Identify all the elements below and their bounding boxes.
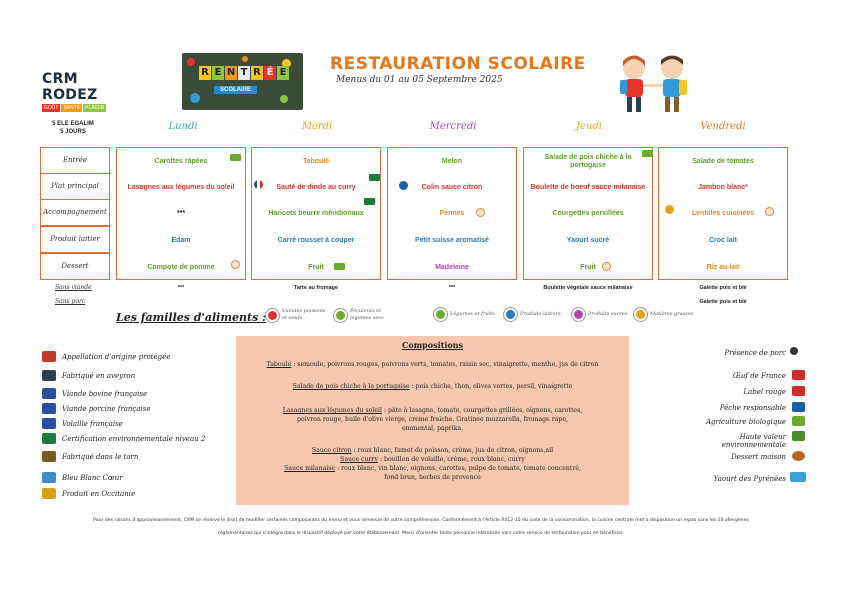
banner-letter: É [264, 66, 276, 80]
logo-tag: GOÛT [44, 105, 59, 111]
composition-text: : pois chiche, thon, olives vertes, persil, vinaigrette [409, 383, 573, 390]
menu-item: Yaourt sucré [566, 236, 610, 244]
menu-column-monday [116, 147, 246, 280]
sans-viande-item: Tarte au fromage [293, 285, 339, 291]
composition-label: Sauce milanaise [284, 465, 336, 472]
compositions-title: Compositions [401, 340, 464, 350]
volaille-francaise-icon [254, 180, 263, 189]
egalim-line: 5 ELE EGALIM [52, 121, 94, 127]
legend-label: Fabriqué dans le tarn [62, 452, 139, 461]
legend-item [42, 388, 147, 399]
legend-label: Pêche responsable [719, 404, 786, 412]
certification-icon [364, 198, 375, 205]
legend-label: Agriculture biologique [705, 418, 786, 426]
dessert-maison-icon [231, 260, 240, 269]
oeuf-france-icon [792, 370, 805, 380]
row-label-dessert: Dessert [40, 253, 110, 280]
volaille-icon [42, 418, 56, 429]
legend-item [42, 370, 135, 381]
laitiers-icon [504, 308, 517, 321]
aveyron-icon [42, 370, 56, 381]
menu-column-tuesday [251, 147, 381, 280]
sans-viande-item: *** [448, 285, 456, 291]
menu-item: Courgettes persillées [552, 209, 624, 217]
banner-letter: R [251, 66, 263, 80]
family-item [334, 308, 398, 322]
legend-label: Yaourt des Pyrénées [713, 475, 786, 483]
dessert-maison-icon [765, 207, 774, 216]
row-label-laitier: Produit laitier [40, 226, 110, 253]
sans-porc-label: Sans porc [55, 298, 86, 305]
family-label: Produits sucrés [588, 311, 628, 317]
composition-lasagnes [240, 406, 625, 415]
menu-item: Salade de tomates [692, 157, 754, 165]
family-label: Matières grasses [650, 311, 694, 317]
family-item [504, 308, 568, 321]
menu-item: Haricots beurre méridionaux [268, 209, 364, 217]
legend-item [42, 488, 135, 499]
legend-item [42, 472, 123, 483]
footer-text: Pour des raisons d'approvisionnement, CRM se réserve le droit de modifier certaines composantes du menu et vous remercie de votre compréhension. Conformément à l'Article R412-15 du code de la consommation, la cuisine centrale met à disposition un repas sans les 14 allergènes [93, 518, 749, 523]
sans-viande-item: Boulette végétale sauce milanaise [543, 285, 633, 291]
bio-icon [642, 150, 653, 157]
certification-icon [369, 174, 380, 181]
feculents-icon [334, 309, 347, 322]
egalim-line: 5 JOURS [60, 129, 86, 135]
sans-viande-item: *** [177, 285, 185, 291]
day-wednesday: Mercredi [429, 121, 477, 132]
legend-label: Viande bovine française [62, 389, 148, 398]
dessert-maison-icon [602, 262, 611, 271]
sans-porc-item: Galette pois et blé [699, 299, 747, 305]
composition-milanaise [240, 464, 625, 473]
logo-tag: SANTÉ [63, 105, 81, 111]
composition-line: fond brun, herbes de provence [384, 474, 481, 481]
day-thursday: Jeudi [576, 121, 602, 132]
legend-label: Bleu Blanc Cœur [62, 473, 123, 482]
menu-item: Taboulé [302, 157, 330, 165]
family-item [434, 308, 498, 321]
legend-item [42, 433, 205, 444]
page-subtitle: Menus du 01 au 05 Septembre 2025 [336, 75, 503, 85]
certification-icon [42, 433, 56, 444]
composition-label: Salade de pois chiche à la portugaise [292, 383, 410, 390]
family-label: Féculents et légumes secs [350, 308, 384, 321]
menu-item: Petit suisse aromatisé [415, 236, 489, 244]
legend-label: Haute valeur environnementale [721, 433, 786, 449]
legend-label: Produit en Occitanie [62, 489, 136, 498]
menu-item: Riz au lait [706, 263, 740, 271]
logo-tags [42, 104, 134, 112]
menu-item: Salade de pois chiche à la portugaise [544, 153, 632, 169]
menu-item: Lasagnes aux légumes du soleil [127, 183, 235, 191]
dessert-maison-icon [792, 451, 805, 461]
composition-text: : roux blanc, fumet de poisson, crème, jus de citron, oignons,ail [351, 447, 554, 454]
menu-item: Madeleine [435, 263, 469, 271]
label-rouge-icon [792, 386, 805, 396]
family-item [266, 308, 330, 322]
banner-letter: E [212, 66, 224, 80]
legend-item [42, 403, 150, 414]
peche-responsable-icon [399, 181, 408, 190]
family-label: Viandes poissons et oeufs [282, 308, 326, 321]
dessert-maison-icon [476, 208, 485, 217]
composition-line: poivron rouge, huile d'olive vierge, creme fraiche. Gratinee mozzarella, fromage rape, [297, 416, 568, 423]
banner-letter: T [238, 66, 250, 80]
menu-item: Carré rousset à couper [277, 236, 355, 244]
composition-line: emmental, paprika. [401, 425, 464, 432]
bovine-icon [42, 388, 56, 399]
sans-viande-label: Sans viande [55, 284, 92, 291]
legumes-icon [434, 308, 447, 321]
bio-icon [230, 154, 241, 161]
legend-label: Label rouge [743, 388, 786, 396]
day-monday: Lundi [168, 121, 198, 132]
rentree-banner [182, 53, 303, 110]
banner-letter: E [277, 66, 289, 80]
menu-item: Fruit [308, 263, 324, 271]
composition-label: Lasagnes aux légumes du soleil [282, 407, 382, 414]
yaourt-pyrenees-icon [790, 472, 806, 482]
families-title: Les familles d'aliments : [116, 311, 267, 324]
sans-viande-item: Galette pois et blé [699, 285, 747, 291]
day-tuesday: Mardi [301, 121, 333, 132]
composition-text: : semoule, poivrons rouges, poivrons verts, tomates, raisin sec, vinaigrette, menthe, jus de citron [291, 361, 599, 368]
banner-letter: R [199, 66, 211, 80]
menu-item: Boulette de boeuf sauce milanaise [530, 183, 646, 191]
menu-column-wednesday [387, 147, 517, 280]
menu-item: Melon [441, 157, 463, 165]
porc-icon [790, 347, 798, 355]
legend-label: Appellation d'origine protégée [62, 352, 171, 361]
logo-name: CRM RODEZ [42, 71, 98, 103]
family-label: Produits laitiers [520, 311, 561, 317]
menu-item: Pennes [439, 209, 465, 217]
composition-text: : pâte à lasagne, tomate, courgettes grillées, oignons, carottes, [381, 407, 583, 414]
menu-column-thursday [523, 147, 653, 280]
day-friday: Vendredi [700, 121, 746, 132]
row-label-plat: Plat principal [40, 173, 110, 200]
legend-label: Dessert maison [731, 453, 786, 461]
composition-label: Sauce curry [340, 456, 378, 463]
compositions-box [236, 336, 629, 505]
viandes-icon [266, 309, 279, 322]
kids-illustration [612, 52, 698, 118]
menu-item: Edam [171, 236, 191, 244]
composition-taboule [240, 360, 625, 369]
legend-item [42, 351, 170, 362]
menu-item: Lentilles cuisinées [691, 209, 755, 217]
porcine-icon [42, 403, 56, 414]
menu-item: Jambon blanc* [698, 183, 748, 191]
composition-label: Sauce citron [311, 447, 352, 454]
tarn-icon [42, 451, 56, 462]
composition-text: : roux blanc, vin blanc, oignons, carottes, pulpe de tomate, tomate concentré, [335, 465, 581, 472]
row-label-accompagnement: Accompagnement [40, 199, 110, 226]
hve-icon [792, 431, 805, 441]
composition-label: Taboulé [266, 361, 292, 368]
legend-label: Viande porcine française [62, 404, 151, 413]
bio-icon [334, 263, 345, 270]
menu-item: Carottes râpées [154, 157, 208, 165]
menu-item: Compote de pomme [147, 263, 215, 271]
page-title: RESTAURATION SCOLAIRE [330, 54, 586, 74]
menu-item: Colin sauce citron [421, 183, 483, 191]
logo-tag: PLAISIR [85, 105, 105, 111]
produit-occitanie-icon [665, 205, 674, 214]
legend-label: Volaille française [62, 419, 123, 428]
composition-text: : bouillon de volaille, crème, roux blanc, curry [378, 456, 525, 463]
legend-label: Certification environnementale niveau 2 [62, 434, 206, 443]
menu-column-friday [658, 147, 788, 280]
peche-icon [792, 402, 805, 412]
menu-item: Croc lait [708, 236, 737, 244]
menu-item: Sauté de dinde au curry [276, 183, 356, 191]
composition-salade [240, 382, 625, 391]
egalim-info [48, 120, 98, 136]
bleu-blanc-coeur-icon [42, 472, 56, 483]
legend-item [42, 451, 138, 462]
occitanie-icon [42, 488, 56, 499]
aop-icon [42, 351, 56, 362]
crm-rodez-logo [42, 71, 134, 112]
family-label: Légumes et fruits [450, 311, 495, 317]
legend-item [42, 418, 123, 429]
menu-item: *** [176, 209, 186, 217]
footer-text: réglementaires qui s'intègre dans le dispositif déployé par votre établissement. Merci d'orienter toute personne intéressée vers votre service de restauration pour en bénéficier. [217, 531, 625, 536]
sucres-icon [572, 308, 585, 321]
legend-label: Œuf de France [732, 372, 786, 380]
legend-label: Présence de porc [724, 349, 786, 357]
legend-label: Fabriqué en aveyron [62, 371, 136, 380]
family-item [634, 308, 698, 321]
composition-citron [240, 446, 625, 455]
banner-letter: N [226, 67, 236, 78]
banner-sub: SCOLAIRE [214, 86, 257, 94]
row-label-entree: Entrée [40, 147, 110, 174]
menu-item: Fruit [580, 263, 596, 271]
matieres-grasses-icon [634, 308, 647, 321]
family-item [572, 308, 636, 321]
composition-curry [240, 455, 625, 464]
bio-icon [792, 416, 805, 426]
